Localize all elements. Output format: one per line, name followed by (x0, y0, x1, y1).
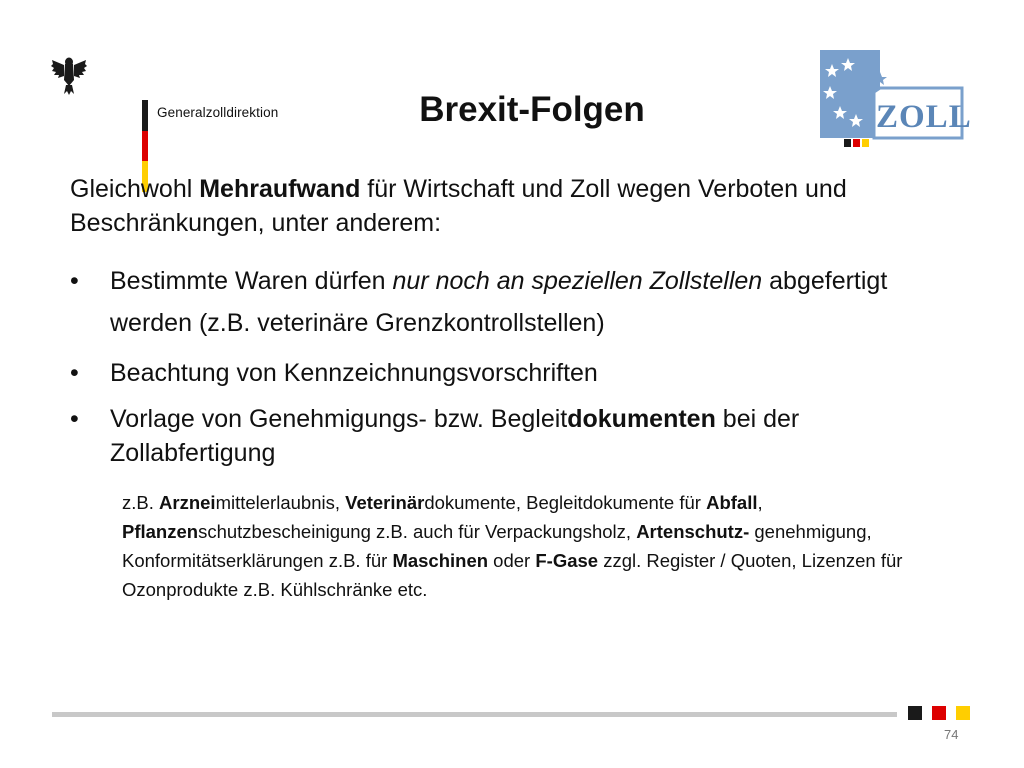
bullet-marker: • (70, 405, 79, 433)
note-text: genehmigung, Konformitätserklärungen z.B. für (122, 521, 872, 571)
bullet-text-end: bei der Zollabfertigung (110, 405, 800, 467)
bullet-item (70, 260, 970, 344)
zoll-color-strip (844, 139, 869, 147)
note-emphasis: F-Gase (535, 550, 599, 571)
note-text: , (757, 492, 763, 513)
black-square (908, 706, 922, 720)
bullet-text-end: abgefertigt werden (z.B. veterinäre Grenzkontrollstellen) (110, 267, 888, 337)
intro-text-end: für Wirtschaft und Zoll wegen Verboten und Beschränkungen, unter anderem: (70, 175, 847, 237)
note-emphasis: Arznei (159, 492, 216, 513)
bullet-text: Vorlage von Genehmigungs- bzw. Begleit (110, 405, 568, 433)
note-text: oder (488, 550, 536, 571)
bullet-emphasis: dokumenten (567, 405, 716, 433)
note-text: dokumente, Begleitdokumente für (424, 492, 707, 513)
note-emphasis: Veterinär (345, 492, 425, 513)
slide-title-text: Brexit-Folgen (419, 90, 645, 129)
bullet-text: Bestimmte Waren dürfen (110, 267, 393, 295)
examples-note (122, 488, 962, 604)
note-emphasis: Abfall (706, 492, 758, 513)
bullet-item (70, 402, 970, 470)
intro-paragraph (70, 172, 970, 240)
intro-emphasis: Mehraufwand (199, 175, 361, 203)
zoll-wordmark: ZOLL (876, 99, 972, 135)
red-square (932, 706, 946, 720)
note-text: zzgl. Register / Quoten, Lizenzen für Ozonprodukte z.B. Kühlschränke etc. (122, 550, 903, 600)
slide-body (70, 172, 970, 604)
authority-name: Generalzolldirektion (157, 105, 279, 120)
note-text: schutzbescheinigung z.B. auch für Verpackungsholz, (198, 521, 637, 542)
bullet-list (70, 260, 970, 470)
bullet-italic: nur noch an speziellen Zollstellen (392, 267, 763, 295)
bullet-marker: • (70, 359, 79, 387)
gold-square (956, 706, 970, 720)
note-text: z.B. (122, 492, 160, 513)
footer-divider (52, 712, 897, 717)
note-emphasis: Artenschutz- (636, 521, 750, 542)
note-emphasis: Maschinen (392, 550, 489, 571)
note-text: mittelerlaubnis, (215, 492, 346, 513)
note-emphasis: Pflanzen (122, 521, 199, 542)
zoll-logo (818, 48, 972, 152)
bullet-item (70, 356, 970, 390)
page-number: 74 (944, 727, 959, 742)
intro-text: Gleichwohl (70, 175, 200, 203)
bullet-marker: • (70, 267, 79, 295)
footer-color-squares (908, 706, 970, 720)
bullet-text: Beachtung von Kennzeichnungsvorschriften (110, 359, 598, 387)
